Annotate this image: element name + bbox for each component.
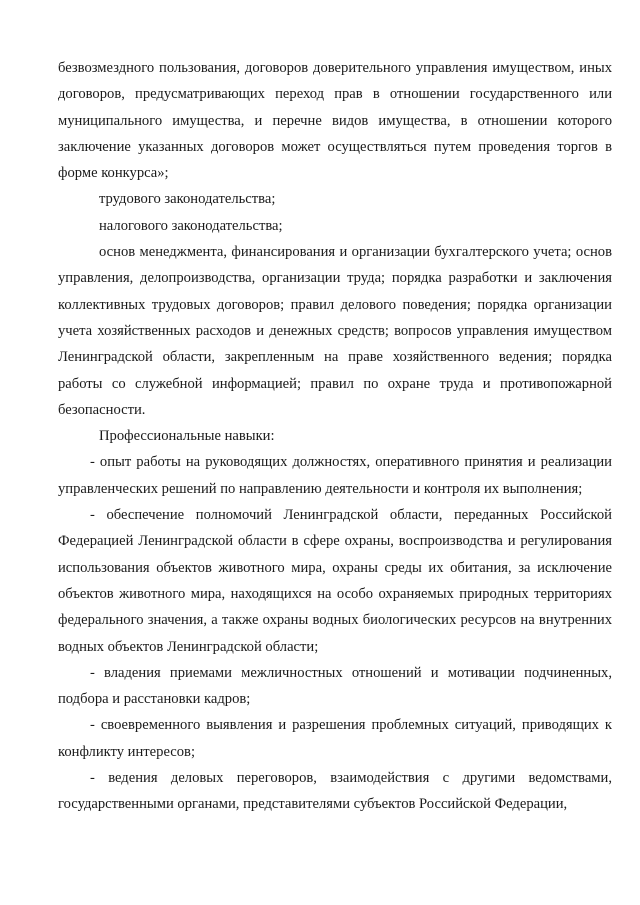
- paragraph-skill-problem-resolution: - своевременного выявления и разрешения проблемных ситуаций, приводящих к конфликту интересов;: [58, 717, 612, 760]
- paragraph-skill-interpersonal: - владения приемами межличностных отношений и мотивации подчиненных, подбора и расстановки кадров;: [58, 664, 612, 708]
- paragraph-contracts-continuation: безвозмездного пользования, договоров доверительного управления имуществом, иных договоров, предусматривающих переход прав в отношении государственного или муниципального имущества, и перечне видов имущества, в отношении которого заключение указанных договоров может осуществляться путем проведения торгов в форме конкурса»;: [58, 60, 612, 182]
- paragraph-management-basics: основ менеджмента, финансирования и организации бухгалтерского учета; основ управления, делопроизводства, организации труда; порядка разработки и заключения коллективных трудовых договоров; правил делового поведения; порядка организации учета хозяйственных расходов и денежных средств; вопросов управления имуществом Ленинградской области, закрепленным на праве хозяйственного ведения; порядка работы со служебной информацией; правил по охране труда и противопожарной безопасности.: [58, 244, 612, 418]
- paragraph-skill-leadership-experience: - опыт работы на руководящих должностях, оперативного принятия и реализации управленческих решений по направлению деятельности и контроля их выполнения;: [58, 454, 612, 497]
- paragraph-labor-law: трудового законодательства;: [99, 191, 276, 208]
- document-page: [58, 55, 612, 818]
- paragraph-skill-wildlife-powers: - обеспечение полномочий Ленинградской области, переданных Российской Федерацией Ленинградской области в сфере охраны, воспроизводства и регулирования использования объектов животного мира, охраны среды их обитания, за исключение объектов животного мира, находящихся на особо охраняемых природных территориях федерального значения, а также охраны водных биологических ресурсов на внутренних водных объектов Ленинградской области;: [58, 507, 612, 655]
- paragraph-professional-skills-heading: Профессиональные навыки:: [99, 428, 275, 445]
- paragraph-skill-negotiations: - ведения деловых переговоров, взаимодействия с другими ведомствами, государственными органами, представителями субъектов Российской Федерации,: [58, 770, 612, 813]
- paragraph-tax-law: налогового законодательства;: [99, 217, 283, 234]
